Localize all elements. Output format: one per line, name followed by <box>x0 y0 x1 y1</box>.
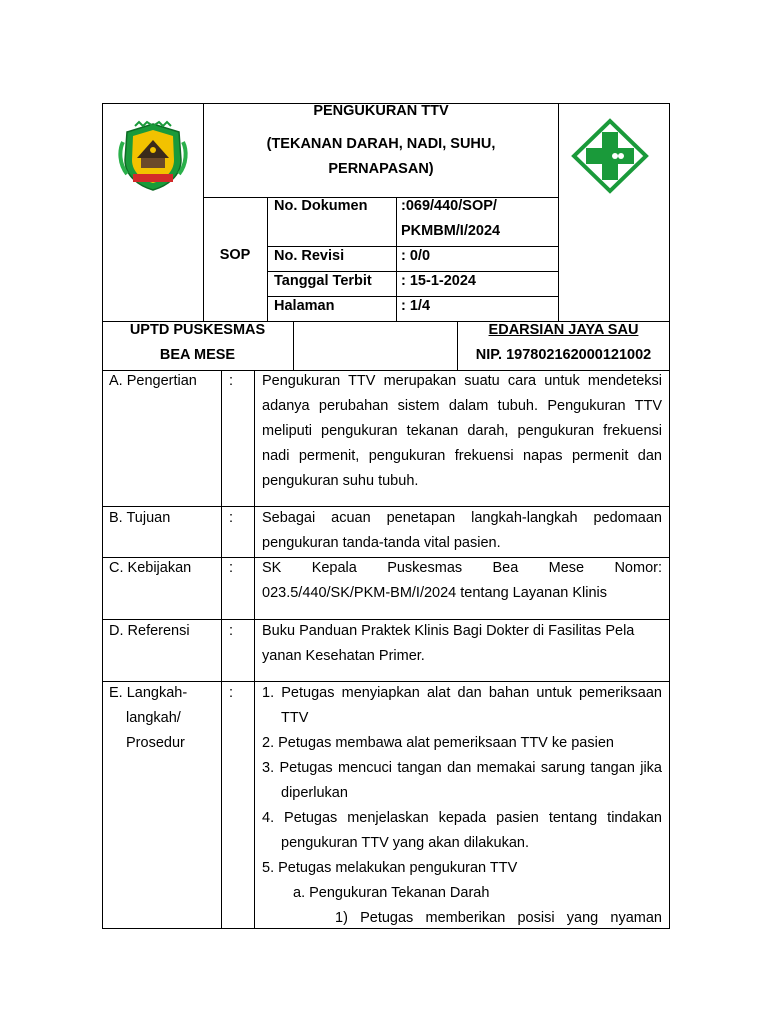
meta-label-halaman: Halaman <box>274 298 335 314</box>
section-label-pengertian: A. Pengertian <box>109 373 197 389</box>
procedure-step-4: 4. Petugas menjelaskan kepada pasien tentang tindakan pengukuran TTV yang akan dilakukan. <box>262 810 662 851</box>
section-label-tujuan: B. Tujuan <box>109 510 171 526</box>
meta-value-no-dokumen-cont: PKMBM/I/2024 <box>401 223 501 239</box>
section-colon: : <box>229 373 234 389</box>
section-label-prosedur-line1: E. Langkah- <box>109 685 188 701</box>
meta-label-no-dokumen: No. Dokumen <box>274 198 368 214</box>
section-label-referensi: D. Referensi <box>109 623 190 639</box>
meta-label-tanggal-terbit: Tanggal Terbit <box>274 273 372 289</box>
section-label-prosedur-line3: Prosedur <box>126 735 185 751</box>
section-text-kebijakan: SK Kepala Puskesmas Bea Mese Nomor: 023.5/440/SK/PKM-BM/I/2024 tentang Layanan Klinis <box>262 560 662 601</box>
section-colon: : <box>229 510 234 526</box>
section-colon: : <box>229 560 234 576</box>
meta-value-halaman: : 1/4 <box>401 298 431 314</box>
sop-label: SOP <box>219 247 251 263</box>
procedure-step-1: 1. Petugas menyiapkan alat dan bahan untuk pemeriksaan TTV <box>262 685 662 726</box>
procedure-step-3: 3. Petugas mencuci tangan dan memakai sarung tangan jika diperlukan <box>262 760 662 801</box>
doc-title-line2: (TEKANAN DARAH, NADI, SUHU, <box>266 136 496 152</box>
meta-value-no-dokumen: :069/440/SOP/ <box>401 198 497 214</box>
section-colon: : <box>229 685 234 701</box>
procedure-step-5: 5. Petugas melakukan pengukuran TTV <box>262 860 518 876</box>
procedure-step-5a: a. Pengukuran Tekanan Darah <box>293 885 490 901</box>
section-text-tujuan: Sebagai acuan penetapan langkah-langkah pedomaan pengukuran tanda-tanda vital pasien. <box>262 510 662 551</box>
meta-value-tanggal-terbit: : 15-1-2024 <box>401 273 476 289</box>
section-text-pengertian: Pengukuran TTV merupakan suatu cara untuk mendeteksi adanya perubahan sistem dalam tubuh. Pengukuran TTV meliputi pengukuran tekanan darah, pengukuran frekuensi nadi permenit, pengukuran frekuensi napas permenit dan pengukuran suhu tubuh. <box>262 373 662 489</box>
signer-name: EDARSIAN JAYA SAU <box>488 322 639 338</box>
regency-emblem-icon <box>117 120 189 192</box>
doc-title-line1: PENGUKURAN TTV <box>313 103 449 119</box>
section-colon: : <box>229 623 234 639</box>
procedure-step-2: 2. Petugas membawa alat pemeriksaan TTV ke pasien <box>262 735 614 751</box>
doc-title-line3: PERNAPASAN) <box>328 161 434 177</box>
org-name-line1: UPTD PUSKESMAS <box>129 322 266 338</box>
meta-label-no-revisi: No. Revisi <box>274 248 345 264</box>
puskesmas-logo-icon <box>571 118 649 194</box>
meta-value-no-revisi: : 0/0 <box>401 248 431 264</box>
org-name-line2: BEA MESE <box>159 347 236 363</box>
procedure-step-5a-1: 1) Petugas memberikan posisi yang nyaman <box>335 910 662 926</box>
section-text-referensi: Buku Panduan Praktek Klinis Bagi Dokter di Fasilitas Pela yanan Kesehatan Primer. <box>262 623 635 664</box>
section-label-kebijakan: C. Kebijakan <box>109 560 192 576</box>
section-label-prosedur-line2: langkah/ <box>126 710 181 726</box>
signer-nip: NIP. 197802162000121002 <box>475 347 652 363</box>
